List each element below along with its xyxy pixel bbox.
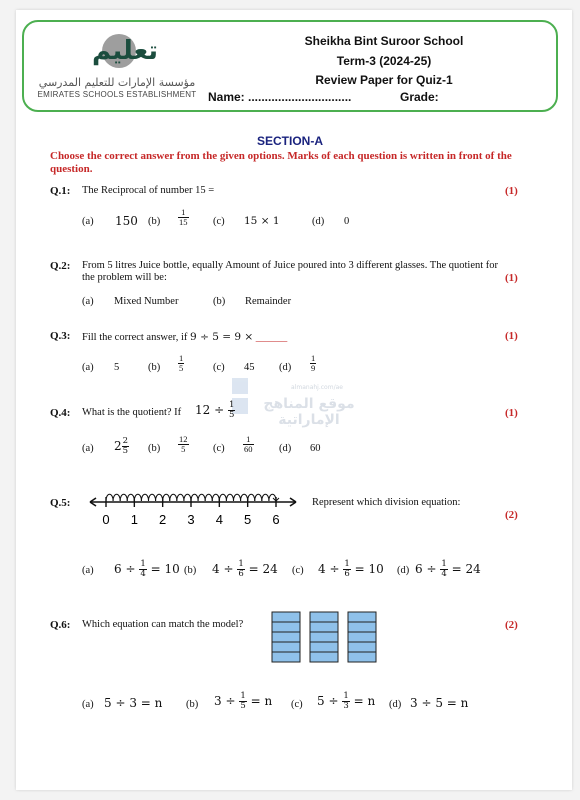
header-box bbox=[22, 20, 558, 112]
school-name: Sheikha Bint Suroor School bbox=[304, 34, 464, 48]
fraction-numerator: 1 bbox=[238, 559, 244, 569]
model-bar-part bbox=[310, 652, 338, 662]
number-line-jump bbox=[248, 494, 255, 501]
q6-option-b-label: (b) bbox=[186, 699, 199, 710]
fraction-numerator: 1 bbox=[140, 559, 146, 569]
q2-option-a[interactable]: Mixed Number bbox=[114, 296, 179, 307]
model-bar-part bbox=[348, 612, 376, 622]
q3-text bbox=[82, 331, 287, 344]
number-line-jump bbox=[219, 494, 226, 501]
logo-arabic-name: مؤسسة الإمارات للتعليم المدرسي bbox=[38, 76, 196, 89]
number-line-jump bbox=[191, 494, 198, 501]
eq-pre: 4 ÷ bbox=[212, 562, 234, 576]
fraction-numerator: 1 bbox=[441, 559, 447, 569]
fraction-denominator: 5 bbox=[179, 363, 184, 373]
grade-field[interactable]: Grade: bbox=[400, 90, 439, 104]
q3-text-main: Fill the correct answer, if bbox=[82, 332, 188, 343]
fraction-denominator: 4 bbox=[441, 569, 447, 579]
q3-blank[interactable]: ______ bbox=[255, 332, 288, 343]
model-bar-part bbox=[310, 612, 338, 622]
fraction-denominator: 5 bbox=[228, 410, 235, 420]
watermark-arabic: موقع المناهج الإماراتية bbox=[263, 396, 355, 428]
number-line-jump bbox=[212, 494, 219, 501]
q4-option-a-label: (a) bbox=[82, 443, 94, 454]
number-line-jump bbox=[234, 494, 241, 501]
eq-pre: 3 ÷ bbox=[214, 694, 236, 708]
q3-number: Q.3: bbox=[50, 330, 71, 342]
q5-option-b[interactable] bbox=[212, 560, 278, 579]
model-bar-part bbox=[310, 632, 338, 642]
fraction-denominator: 60 bbox=[244, 444, 253, 454]
fraction-numerator: 12 bbox=[179, 434, 188, 444]
number-line-jump bbox=[170, 494, 177, 501]
q5-number: Q.5: bbox=[50, 497, 71, 509]
model-bar-part bbox=[310, 622, 338, 632]
eq-post: = 10 bbox=[354, 562, 384, 576]
q5-number-line bbox=[88, 482, 300, 530]
fraction-denominator: 6 bbox=[238, 569, 244, 579]
model-bar-part bbox=[348, 622, 376, 632]
eq-post: = 24 bbox=[248, 562, 278, 576]
q5-option-d[interactable] bbox=[415, 560, 481, 579]
q3-option-a[interactable]: 5 bbox=[114, 362, 120, 373]
fraction-denominator: 4 bbox=[140, 569, 146, 579]
number-line-tick-label: 4 bbox=[215, 512, 223, 527]
q6-option-c-label: (c) bbox=[291, 699, 303, 710]
number-line-jump bbox=[198, 494, 205, 501]
name-field[interactable]: Name: ............................... bbox=[208, 90, 352, 104]
q2-option-b-label: (b) bbox=[213, 296, 226, 307]
q6-marks: (2) bbox=[505, 619, 518, 631]
fraction-numerator: 1 bbox=[344, 559, 350, 569]
eq-pre: 5 ÷ bbox=[317, 694, 339, 708]
q2-text-line2: the problem will be: bbox=[82, 272, 167, 283]
q2-marks: (1) bbox=[505, 272, 518, 284]
q5-option-a-label: (a) bbox=[82, 565, 94, 576]
fraction-denominator: 15 bbox=[179, 217, 188, 227]
fraction-numerator: 1 bbox=[343, 691, 349, 701]
eq-pre: 4 ÷ bbox=[318, 562, 340, 576]
q4-expression-whole: 12 ÷ bbox=[195, 403, 225, 417]
eq-pre: 6 ÷ bbox=[114, 562, 136, 576]
number-line-jump bbox=[149, 494, 156, 501]
number-line-tick-label: 3 bbox=[187, 512, 195, 527]
q5-marks: (2) bbox=[505, 509, 518, 521]
ese-logo bbox=[32, 34, 202, 104]
q6-option-b[interactable] bbox=[214, 692, 272, 711]
q2-number: Q.2: bbox=[50, 260, 71, 272]
q4-option-d[interactable]: 60 bbox=[310, 443, 321, 454]
number-line-jump bbox=[120, 494, 127, 501]
q4-marks: (1) bbox=[505, 407, 518, 419]
watermark-url: almanahj.com/ae bbox=[291, 384, 343, 391]
number-line-tick-label: 6 bbox=[272, 512, 280, 527]
q1-number: Q.1: bbox=[50, 185, 71, 197]
fraction-numerator: 1 bbox=[179, 353, 184, 363]
q1-option-b[interactable] bbox=[178, 208, 189, 227]
fraction-numerator: 1 bbox=[178, 208, 189, 218]
number-line-tick-label: 2 bbox=[159, 512, 167, 527]
q1-option-a-label: (a) bbox=[82, 216, 94, 227]
fraction-denominator: 5 bbox=[240, 701, 246, 711]
q6-bar-model bbox=[270, 610, 400, 670]
number-line-jump bbox=[134, 494, 141, 501]
q5-option-b-label: (b) bbox=[184, 565, 197, 576]
fraction-numerator: 1 bbox=[240, 691, 246, 701]
number-line-jump bbox=[255, 494, 262, 501]
eq-post: = n bbox=[353, 694, 376, 708]
fraction-denominator: 3 bbox=[343, 701, 349, 711]
logo-arabic-word: تعليم bbox=[92, 36, 159, 66]
model-bar-part bbox=[272, 632, 300, 642]
q4-option-b[interactable] bbox=[178, 435, 189, 454]
model-bar-part bbox=[272, 652, 300, 662]
number-line-jump bbox=[205, 494, 212, 501]
number-line-jump bbox=[177, 494, 184, 501]
q5-option-c[interactable] bbox=[318, 560, 384, 579]
q1-option-d-label: (d) bbox=[312, 216, 325, 227]
number-line-jump bbox=[141, 494, 148, 501]
fraction-numerator: 1 bbox=[311, 353, 316, 363]
fraction-denominator: 9 bbox=[311, 363, 316, 373]
fraction-denominator: 5 bbox=[181, 444, 186, 454]
fraction-denominator: 5 bbox=[122, 446, 129, 456]
q4-option-c[interactable] bbox=[243, 435, 254, 454]
number-line-tick-label: 5 bbox=[244, 512, 252, 527]
q4-number: Q.4: bbox=[50, 407, 71, 419]
q5-option-d-label: (d) bbox=[397, 565, 410, 576]
q2-text-line1: From 5 litres Juice bottle, equally Amount of Juice poured into 3 different glasses. The quotient for bbox=[82, 260, 499, 271]
fraction-denominator: 6 bbox=[344, 569, 350, 579]
model-bar-part bbox=[272, 642, 300, 652]
model-bar-part bbox=[348, 632, 376, 642]
number-line-jump bbox=[127, 494, 134, 501]
q1-option-b-label: (b) bbox=[148, 216, 161, 227]
model-bar-part bbox=[310, 642, 338, 652]
q5-option-c-label: (c) bbox=[292, 565, 304, 576]
q3-option-c[interactable]: 45 bbox=[244, 362, 255, 373]
model-bar-part bbox=[272, 612, 300, 622]
q4-option-a[interactable] bbox=[114, 437, 129, 456]
q3-option-d[interactable] bbox=[310, 354, 316, 373]
number-line-tick-label: 1 bbox=[130, 512, 138, 527]
q5-text: Represent which division equation: bbox=[312, 497, 461, 508]
q1-option-d[interactable]: 0 bbox=[344, 216, 350, 227]
number-line-jump bbox=[106, 494, 113, 501]
site-watermark bbox=[232, 378, 372, 428]
q6-option-a-label: (a) bbox=[82, 699, 94, 710]
q3-option-d-label: (d) bbox=[279, 362, 292, 373]
number-line-jump bbox=[163, 494, 170, 501]
number-line-jump bbox=[226, 494, 233, 501]
eq-post: = 24 bbox=[451, 562, 481, 576]
q2-option-b[interactable]: Remainder bbox=[245, 296, 292, 307]
q4-option-d-label: (d) bbox=[279, 443, 292, 454]
q3-option-a-label: (a) bbox=[82, 362, 94, 373]
q5-option-a[interactable] bbox=[114, 560, 180, 579]
number-line-jump bbox=[156, 494, 163, 501]
q6-option-d[interactable]: 3 ÷ 5 = n bbox=[410, 696, 469, 710]
q6-number: Q.6: bbox=[50, 619, 71, 631]
q4-expression bbox=[195, 401, 235, 420]
q1-text: The Reciprocal of number 15 = bbox=[82, 185, 215, 196]
number-line-tick-label: 0 bbox=[102, 512, 110, 527]
fraction-numerator: 2 bbox=[122, 436, 129, 446]
q6-option-c[interactable] bbox=[317, 692, 375, 711]
number-line-jump bbox=[262, 494, 269, 501]
q3-marks: (1) bbox=[505, 330, 518, 342]
model-bar-part bbox=[272, 622, 300, 632]
fraction-numerator: 1 bbox=[228, 400, 235, 410]
q4-text: What is the quotient? If bbox=[82, 407, 182, 418]
eq-post: = 10 bbox=[150, 562, 180, 576]
q1-marks: (1) bbox=[505, 185, 518, 197]
watermark-square-icon bbox=[232, 378, 248, 394]
eq-pre: 6 ÷ bbox=[415, 562, 437, 576]
model-bar-part bbox=[348, 642, 376, 652]
q3-option-b-label: (b) bbox=[148, 362, 161, 373]
section-title: SECTION-A bbox=[257, 134, 323, 148]
q6-option-a[interactable]: 5 ÷ 3 = n bbox=[104, 696, 163, 710]
q1-option-c-label: (c) bbox=[213, 216, 225, 227]
paper-title: Review Paper for Quiz-1 bbox=[315, 73, 453, 87]
q1-option-a[interactable]: 150 bbox=[115, 214, 138, 228]
q1-option-c[interactable]: 15 × 1 bbox=[244, 215, 280, 227]
q3-equation: 9 ÷ 5 = 9 × bbox=[190, 331, 254, 343]
q4-option-c-label: (c) bbox=[213, 443, 225, 454]
q6-option-d-label: (d) bbox=[389, 699, 402, 710]
number-line-jump bbox=[241, 494, 248, 501]
q3-option-b[interactable] bbox=[178, 354, 184, 373]
q2-option-a-label: (a) bbox=[82, 296, 94, 307]
q3-option-c-label: (c) bbox=[213, 362, 225, 373]
number-line-jump bbox=[184, 494, 191, 501]
q6-text: Which equation can match the model? bbox=[82, 619, 244, 630]
logo-english-name: EMIRATES SCHOOLS ESTABLISHMENT bbox=[37, 90, 197, 99]
fraction-numerator: 1 bbox=[243, 435, 254, 445]
term-label: Term-3 (2024-25) bbox=[336, 54, 432, 68]
instruction-text: Choose the correct answer from the given options. Marks of each question is written in front of the question. bbox=[50, 150, 512, 175]
eq-post: = n bbox=[250, 694, 273, 708]
number-line-jump bbox=[113, 494, 120, 501]
model-bar-part bbox=[348, 652, 376, 662]
q4-option-b-label: (b) bbox=[148, 443, 161, 454]
mixed-whole: 2 bbox=[114, 439, 122, 453]
